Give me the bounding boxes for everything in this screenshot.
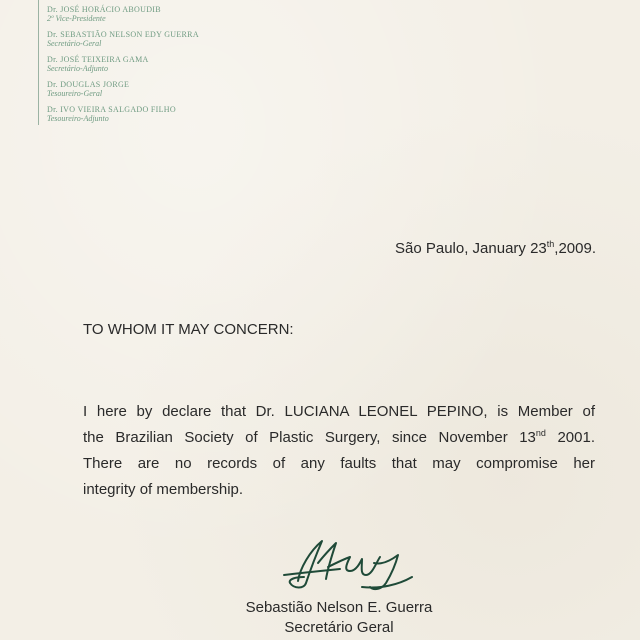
officer-entry	[47, 30, 199, 48]
officer-entry	[47, 80, 129, 98]
letter-body	[83, 399, 595, 503]
officer-name: Dr. JOSÉ HORÁCIO ABOUDIB	[47, 5, 161, 14]
signer-name: Sebastião Nelson E. Guerra	[245, 599, 433, 616]
body-line-year: 2001.	[545, 429, 595, 446]
officer-name: Dr. DOUGLAS JORGE	[47, 80, 130, 89]
date-year: ,2009.	[554, 240, 596, 257]
body-line: I here by declare that Dr. LUCIANA LEONEL PEPINO, is Member of	[83, 403, 595, 420]
letterhead	[38, 0, 259, 125]
officer-entry	[47, 5, 161, 23]
officer-role: Secretário-Adjunto	[47, 64, 109, 73]
officer-name: Dr. SEBASTIÃO NELSON EDY GUERRA	[47, 30, 199, 39]
date-ordinal: nd	[535, 428, 546, 438]
officer-entry	[47, 55, 149, 73]
officer-role: 2º Vice-Presidente	[47, 14, 106, 23]
officer-role: Secretário-Geral	[47, 39, 102, 48]
officer-entry	[47, 105, 176, 123]
date-text: São Paulo, January 23	[394, 240, 547, 257]
body-line-text: the Brazilian Society of Plastic Surgery, since November 13	[83, 429, 536, 446]
date-ordinal: th	[546, 239, 555, 249]
body-line: integrity of membership.	[83, 481, 244, 498]
officer-role: Tesoureiro-Geral	[47, 89, 103, 98]
salutation: TO WHOM IT MAY CONCERN:	[83, 321, 294, 338]
officer-role: Tesoureiro-Adjunto	[47, 114, 109, 123]
officer-name: Dr. JOSÉ TEIXEIRA GAMA	[47, 55, 149, 64]
body-line: There are no records of any faults that may compromise her	[83, 455, 595, 472]
letter-date	[395, 240, 596, 257]
signer-title: Secretário Geral	[284, 619, 394, 636]
handwritten-signature	[270, 533, 420, 595]
officer-name: Dr. IVO VIEIRA SALGADO FILHO	[47, 105, 176, 114]
body-line	[83, 425, 595, 451]
